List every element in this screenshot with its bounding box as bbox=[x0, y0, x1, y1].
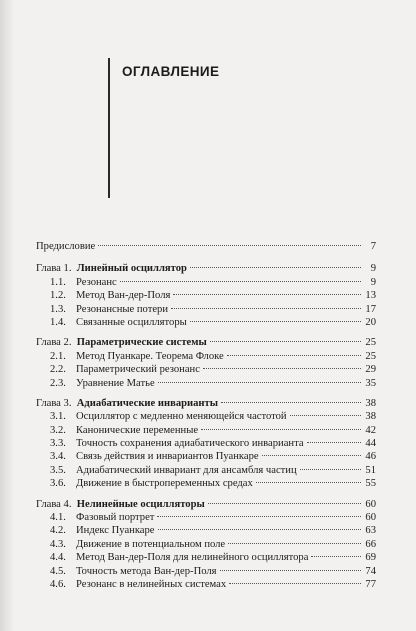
toc-section bbox=[36, 350, 376, 363]
section-number: 3.3. bbox=[50, 438, 66, 450]
section-number: 3.6. bbox=[50, 478, 66, 490]
page-title: ОГЛАВЛЕНИЕ bbox=[122, 64, 220, 79]
section-title: Метод Пуанкаре. Теорема Флоке bbox=[76, 350, 224, 362]
toc-section bbox=[36, 450, 376, 463]
chapter-label: Глава 2. bbox=[36, 337, 72, 349]
section-title: Уравнение Матье bbox=[76, 377, 155, 389]
section-title: Метод Ван-дер-Поля bbox=[76, 290, 171, 302]
page-number: 29 bbox=[365, 364, 376, 376]
section-number: 3.5. bbox=[50, 464, 66, 476]
chapter-title: Линейный осциллятор bbox=[76, 263, 187, 275]
toc-preface bbox=[36, 240, 376, 253]
section-number: 2.2. bbox=[50, 364, 66, 376]
section-title: Индекс Пуанкаре bbox=[76, 525, 155, 537]
dot-leader bbox=[221, 402, 361, 403]
page-number: 60 bbox=[365, 498, 376, 510]
page-number: 25 bbox=[365, 350, 376, 362]
page-number: 66 bbox=[365, 538, 376, 550]
toc-chapter-4 bbox=[36, 498, 376, 511]
page-number: 9 bbox=[370, 263, 376, 275]
toc-section bbox=[36, 303, 376, 316]
dot-leader bbox=[190, 321, 361, 322]
chapter-title: Нелинейные осцилляторы bbox=[76, 498, 205, 510]
toc-chapter-1 bbox=[36, 262, 376, 275]
section-title: Движение в быстропеременных средах bbox=[76, 478, 253, 490]
section-title: Метод Ван-дер-Поля для нелинейного осциллятора bbox=[76, 552, 309, 564]
toc-chapter-3 bbox=[36, 397, 376, 410]
toc-section bbox=[36, 464, 376, 477]
chapter-title: Адиабатические инварианты bbox=[76, 397, 218, 409]
page-number: 77 bbox=[365, 578, 376, 590]
dot-leader bbox=[227, 355, 361, 356]
page-number: 38 bbox=[365, 397, 376, 409]
chapter-label: Глава 1. bbox=[36, 263, 72, 275]
dot-leader bbox=[120, 281, 361, 282]
section-title: Точность метода Ван-дер-Поля bbox=[76, 565, 217, 577]
dot-leader bbox=[158, 382, 361, 383]
page-number: 60 bbox=[365, 512, 376, 524]
section-number: 3.2. bbox=[50, 424, 66, 436]
toc-section bbox=[36, 424, 376, 437]
dot-leader bbox=[157, 516, 361, 517]
section-number: 4.3. bbox=[50, 538, 66, 550]
page-number: 35 bbox=[365, 377, 376, 389]
section-title: Точность сохранения адиабатического инварианта bbox=[76, 438, 304, 450]
dot-leader bbox=[307, 442, 361, 443]
page-number: 46 bbox=[365, 451, 376, 463]
section-title: Резонанс в нелинейных системах bbox=[76, 578, 227, 590]
dot-leader bbox=[203, 368, 361, 369]
dot-leader bbox=[201, 429, 361, 430]
page-number: 42 bbox=[365, 424, 376, 436]
toc-section bbox=[36, 565, 376, 578]
table-of-contents bbox=[36, 240, 376, 591]
section-title: Канонические переменные bbox=[76, 424, 199, 436]
page-number: 63 bbox=[365, 525, 376, 537]
dot-leader bbox=[208, 503, 361, 504]
dot-leader bbox=[300, 469, 361, 470]
section-title: Резонансные потери bbox=[76, 303, 169, 315]
section-number: 4.2. bbox=[50, 525, 66, 537]
toc-section bbox=[36, 524, 376, 537]
dot-leader bbox=[262, 455, 361, 456]
toc-section bbox=[36, 377, 376, 390]
section-title: Связанные осцилляторы bbox=[76, 316, 187, 328]
section-title: Параметрический резонанс bbox=[76, 364, 200, 376]
page-number: 20 bbox=[365, 316, 376, 328]
section-title: Движение в потенциальном поле bbox=[76, 538, 226, 550]
page-number: 51 bbox=[365, 464, 376, 476]
dot-leader bbox=[311, 556, 361, 557]
section-number: 4.6. bbox=[50, 578, 66, 590]
section-number: 2.3. bbox=[50, 377, 66, 389]
section-number: 1.4. bbox=[50, 316, 66, 328]
dot-leader bbox=[173, 294, 361, 295]
dot-leader bbox=[220, 570, 361, 571]
section-number: 4.5. bbox=[50, 565, 66, 577]
dot-leader bbox=[171, 308, 361, 309]
toc-section bbox=[36, 511, 376, 524]
toc-section bbox=[36, 538, 376, 551]
toc-section bbox=[36, 363, 376, 376]
toc-section bbox=[36, 289, 376, 302]
page-number: 69 bbox=[365, 552, 376, 564]
chapter-title: Параметрические системы bbox=[76, 337, 207, 349]
dot-leader bbox=[229, 583, 361, 584]
dot-leader bbox=[190, 267, 361, 268]
dot-leader bbox=[98, 245, 361, 246]
page-gutter-shadow bbox=[0, 0, 14, 631]
section-number: 4.1. bbox=[50, 512, 66, 524]
page-number: 9 bbox=[370, 276, 376, 288]
section-number: 1.2. bbox=[50, 290, 66, 302]
section-number: 2.1. bbox=[50, 350, 66, 362]
dot-leader bbox=[210, 341, 361, 342]
section-number: 4.4. bbox=[50, 552, 66, 564]
dot-leader bbox=[290, 415, 361, 416]
page-number: 44 bbox=[365, 438, 376, 450]
chapter-label: Глава 3. bbox=[36, 397, 72, 409]
section-number: 3.4. bbox=[50, 451, 66, 463]
section-number: 3.1. bbox=[50, 411, 66, 423]
chapter-label: Глава 4. bbox=[36, 498, 72, 510]
page-number: 38 bbox=[365, 411, 376, 423]
toc-section bbox=[36, 316, 376, 329]
page-number: 7 bbox=[370, 241, 376, 252]
section-title: Осциллятор с медленно меняющейся частотой bbox=[76, 411, 287, 423]
section-title: Фазовый портрет bbox=[76, 512, 155, 524]
dot-leader bbox=[158, 529, 361, 530]
toc-section bbox=[36, 551, 376, 564]
section-title: Резонанс bbox=[76, 276, 117, 288]
toc-section bbox=[36, 437, 376, 450]
toc-section bbox=[36, 578, 376, 591]
section-number: 1.1. bbox=[50, 276, 66, 288]
section-title: Связь действия и инвариантов Пуанкаре bbox=[76, 451, 259, 463]
page-number: 25 bbox=[365, 337, 376, 349]
vertical-rule bbox=[108, 58, 110, 198]
dot-leader bbox=[256, 482, 361, 483]
page-number: 55 bbox=[365, 478, 376, 490]
page-number: 17 bbox=[365, 303, 376, 315]
page-number: 74 bbox=[365, 565, 376, 577]
page-number: 13 bbox=[365, 290, 376, 302]
section-title: Адиабатический инвариант для ансамбля частиц bbox=[76, 464, 297, 476]
toc-chapter-2 bbox=[36, 336, 376, 349]
preface-label: Предисловие bbox=[36, 241, 96, 252]
dot-leader bbox=[228, 543, 361, 544]
toc-section bbox=[36, 477, 376, 490]
toc-section bbox=[36, 276, 376, 289]
section-number: 1.3. bbox=[50, 303, 66, 315]
toc-section bbox=[36, 410, 376, 423]
